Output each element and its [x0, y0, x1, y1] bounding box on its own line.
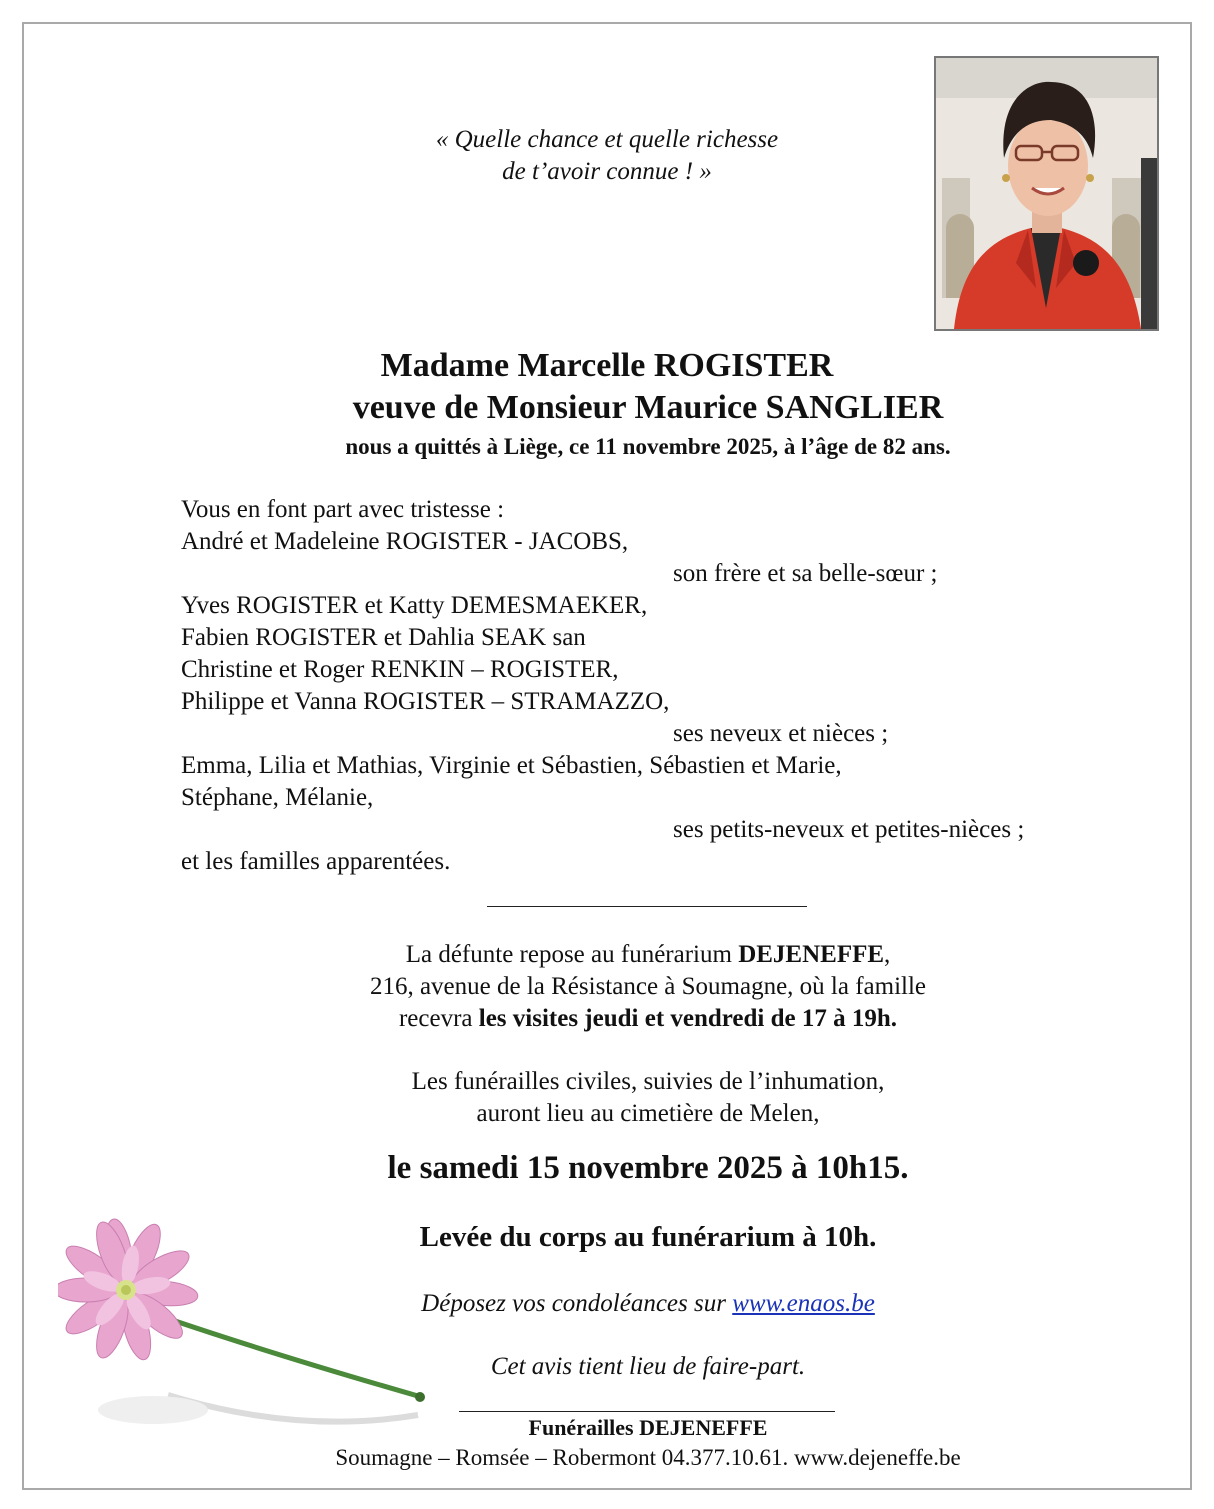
spouse-line: veuve de Monsieur Maurice SANGLIER — [352, 389, 944, 426]
funeral-home-name: Funérailles DEJENEFFE — [528, 1415, 768, 1440]
ceremony-line-1: Les funérailles civiles, suivies de l’inhumation, — [411, 1068, 885, 1095]
repose-punctuation: , — [884, 941, 891, 968]
funeral-home-name-inline: DEJENEFFE — [738, 941, 885, 968]
condolences-link[interactable]: www.enaos.be — [732, 1290, 875, 1317]
epitaph-quote — [360, 124, 854, 188]
ceremony-date: le samedi 15 novembre 2025 à 10h15. — [387, 1150, 909, 1186]
family-intro: Vous en font part avec tristesse : — [181, 496, 505, 523]
levee-notice: Levée du corps au funérarium à 10h. — [419, 1221, 877, 1253]
deceased-name: Madame Marcelle ROGISTER — [380, 347, 834, 384]
visiting-hours: les visites jeudi et vendredi de 17 à 19h. — [478, 1005, 898, 1032]
family-grandnephew: Stéphane, Mélanie, — [181, 784, 374, 811]
repose-block — [0, 939, 1214, 1035]
portrait-photo-icon — [934, 56, 1159, 331]
family-grandnephew: Emma, Lilia et Mathias, Virginie et Sébastien, Sébastien et Marie, — [181, 752, 842, 779]
repose-line-1 — [0, 939, 1214, 971]
funeral-home-contact: Soumagne – Romsée – Robermont 04.377.10.61. www.dejeneffe.be — [335, 1445, 961, 1470]
family-nephew: Philippe et Vanna ROGISTER – STRAMAZZO, — [181, 688, 670, 715]
family-nephew: Fabien ROGISTER et Dahlia SEAK san — [181, 624, 586, 651]
family-grandnephews-relation: ses petits-neveux et petites-nièces ; — [673, 816, 1025, 843]
flower-icon — [58, 1210, 438, 1470]
divider — [487, 906, 807, 907]
condolences-text: Déposez vos condoléances sur — [421, 1290, 733, 1317]
ceremony-block — [0, 1066, 1214, 1130]
notice-line: Cet avis tient lieu de faire-part. — [490, 1353, 806, 1380]
family-nephew: Christine et Roger RENKIN – ROGISTER, — [181, 656, 619, 683]
ceremony-line-2: auront lieu au cimetière de Melen, — [476, 1100, 820, 1127]
footer-divider — [459, 1411, 835, 1412]
family-list — [181, 494, 1081, 878]
family-nephews-relation: ses neveux et nièces ; — [673, 720, 889, 747]
family-closing: et les familles apparentées. — [181, 848, 451, 875]
family-nephew: Yves ROGISTER et Katty DEMESMAEKER, — [181, 592, 648, 619]
family-siblings: André et Madeleine ROGISTER - JACOBS, — [181, 528, 629, 555]
quote-line-2: de t’avoir connue ! » — [502, 158, 712, 185]
repose-text: recevra — [398, 1005, 479, 1032]
repose-text: La défunte repose au funérarium — [405, 941, 739, 968]
family-siblings-relation: son frère et sa belle-sœur ; — [673, 560, 938, 587]
repose-line-3 — [0, 1003, 1214, 1035]
quote-line-1: « Quelle chance et quelle richesse — [435, 126, 779, 153]
deceased-details: nous a quittés à Liège, ce 11 novembre 2025, à l’âge de 82 ans. — [345, 434, 951, 459]
repose-line-2: 216, avenue de la Résistance à Soumagne, où la famille — [369, 973, 927, 1000]
